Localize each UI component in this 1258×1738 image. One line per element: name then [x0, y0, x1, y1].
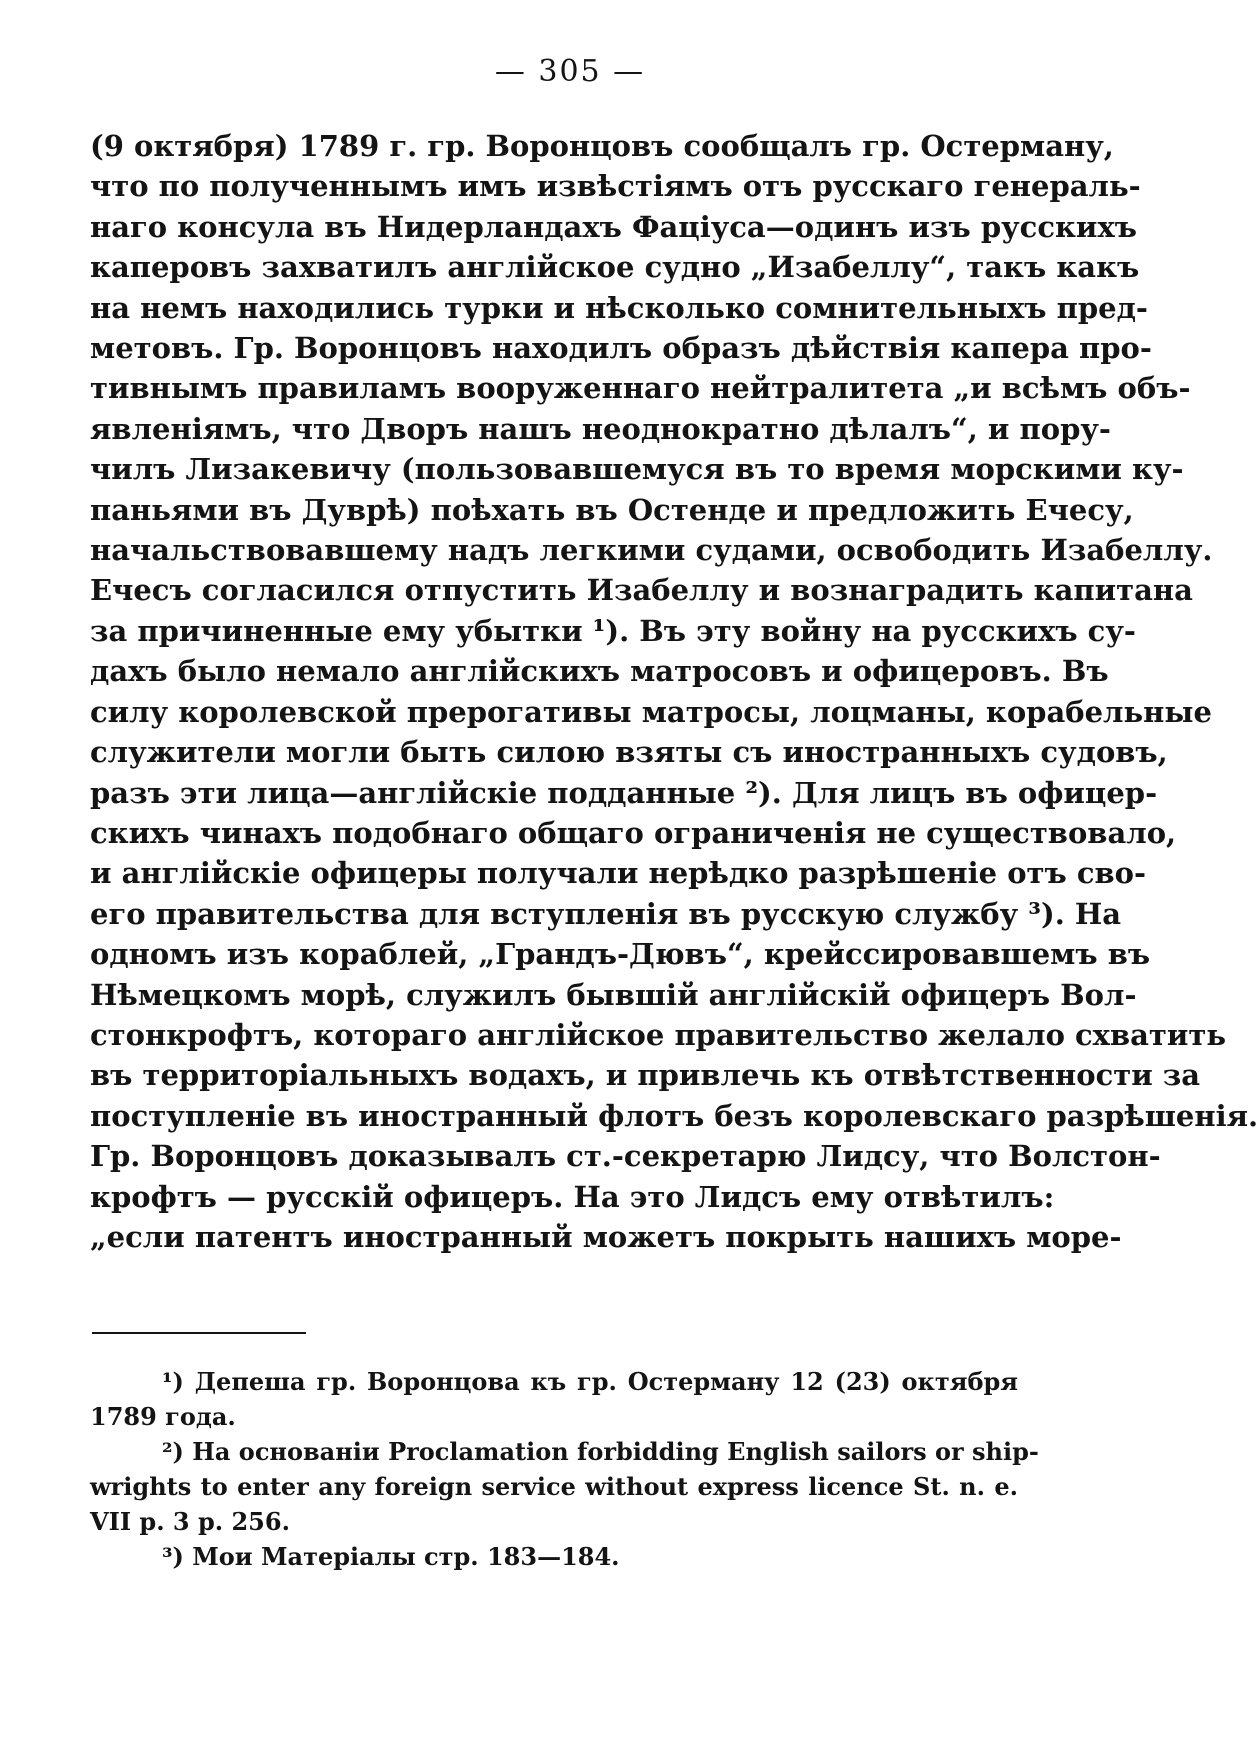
body-line: тивнымъ правиламъ вооруженнаго нейтралитета „и всѣмъ объ-	[90, 371, 1191, 406]
footnotes	[90, 1364, 1039, 1574]
body-line: паньями въ Дуврѣ) поѣхать въ Остенде и предложить Ечесу,	[90, 492, 1134, 527]
body-line: Нѣмецкомъ морѣ, служилъ бывшій англійскій офицеръ Вол-	[90, 977, 1137, 1012]
body-line: „если патентъ иностранный можетъ покрыть нашихъ море-	[90, 1219, 1122, 1254]
footnote-2	[90, 1434, 1039, 1539]
footnote-line: wrights to enter any foreign service without express licence St. n. e.	[90, 1472, 1018, 1501]
body-line: что по полученнымъ имъ извѣстіямъ отъ русскаго генераль-	[90, 169, 1141, 204]
body-line: въ территоріальныхъ водахъ, и привлечь къ отвѣтственности за	[90, 1058, 1201, 1093]
body-line: скихъ чинахъ подобнаго общаго ограниченія не существовало,	[90, 815, 1177, 850]
body-line: стонкрофтъ, котораго англійское правительство желало схватить	[90, 1017, 1227, 1052]
body-line: чилъ Лизакевичу (пользовавшемуся въ то время морскими ку-	[90, 452, 1184, 487]
footnote-line: ³) Мои Матеріалы стр. 183—184.	[162, 1542, 620, 1571]
body-line: Гр. Воронцовъ доказывалъ ст.-секретарю Лидсу, что Волстон-	[90, 1139, 1161, 1174]
body-line: начальствовавшему надъ легкими судами, освободить Изабеллу.	[90, 533, 1213, 568]
body-line: метовъ. Гр. Воронцовъ находилъ образъ дѣйствія капера про-	[90, 331, 1152, 366]
footnote-divider	[92, 1332, 306, 1334]
body-line: крофтъ — русскій офицеръ. На это Лидсъ ему отвѣтилъ:	[90, 1179, 1055, 1214]
body-line: поступленіе въ иностранный флотъ безъ королевскаго разрѣшенія.	[90, 1098, 1258, 1133]
footnote-line: VII p. 3 p. 256.	[90, 1507, 290, 1536]
body-line: явленіямъ, что Дворъ нашъ неоднократно дѣлалъ“, и пору-	[90, 411, 1111, 446]
footnote-line: 1789 года.	[90, 1402, 236, 1431]
body-line: служители могли быть силою взяты съ иностранныхъ судовъ,	[90, 735, 1168, 770]
footnote-line: ²) На основаніи Proclamation forbidding English sailors or ship-	[162, 1437, 1039, 1466]
footnote-line: ¹) Депеша гр. Воронцова къ гр. Остерману 12 (23) октября	[162, 1367, 1018, 1396]
body-line: наго консула въ Нидерландахъ Фаціуса—одинъ изъ русскихъ	[90, 209, 1137, 244]
body-line: Ечесъ согласился отпустить Изабеллу и вознаградить капитана	[90, 573, 1193, 608]
body-line: (9 октября) 1789 г. гр. Воронцовъ сообщалъ гр. Остерману,	[90, 129, 1114, 163]
body-line: и англійскіе офицеры получали нерѣдко разрѣшеніе отъ сво-	[90, 856, 1147, 891]
body-line: за причиненные ему убытки ¹). Въ эту войну на русскихъ су-	[90, 613, 1136, 648]
page-number: — 305 —	[494, 54, 646, 89]
footnote-3	[90, 1539, 1018, 1574]
body-line: каперовъ захватилъ англійское судно „Изабеллу“, такъ какъ	[90, 250, 1140, 285]
body-line: на немъ находились турки и нѣсколько сомнительныхъ пред-	[90, 290, 1148, 325]
body-line: одномъ изъ кораблей, „Грандъ-Дювъ“, крейссировавшемъ въ	[90, 937, 1151, 972]
footnote-1	[90, 1364, 1018, 1434]
body-line: силу королевской прерогативы матросы, лоцманы, корабельные	[90, 694, 1212, 729]
body-line: разъ эти лица—англійскіе подданные ²). Для лицъ въ офицер-	[90, 775, 1158, 810]
body-line: его правительства для вступленія въ русскую службу ³). На	[90, 896, 1122, 931]
body-line: дахъ было немало англійскихъ матросовъ и офицеровъ. Въ	[90, 654, 1109, 689]
body-text	[90, 126, 1258, 1257]
